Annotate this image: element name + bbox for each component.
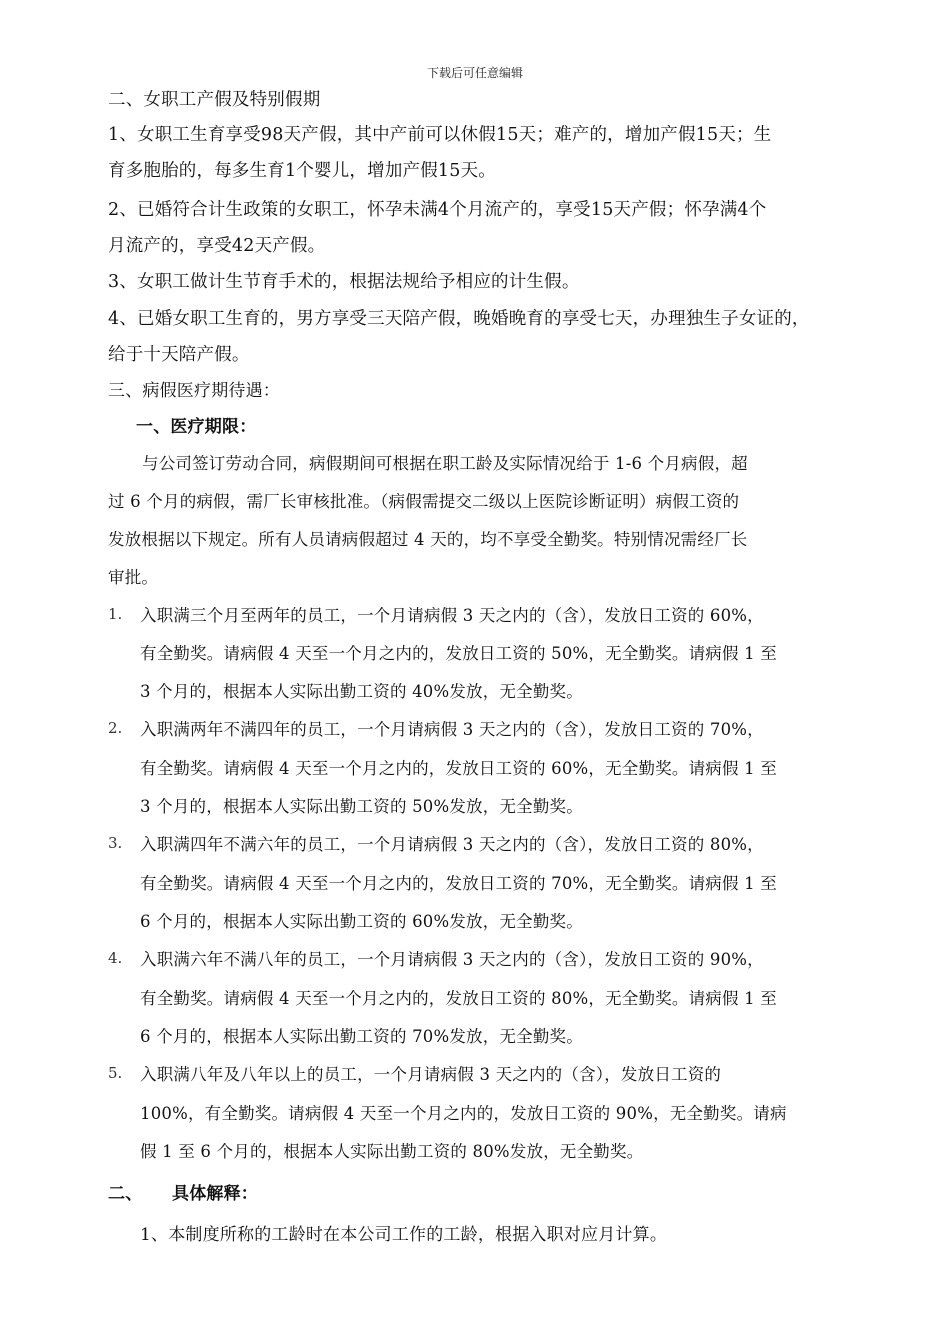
list-number: 2. (108, 719, 123, 737)
medical-period-subtitle: 一、医疗期限： (136, 417, 257, 437)
list-item-line: 有全勤奖。请病假 4 天至一个月之内的，发放日工资的 70%，无全勤奖。请病假 1 至 (140, 874, 777, 893)
list-item-line: 100%，有全勤奖。请病假 4 天至一个月之内的，发放日工资的 90%，无全勤奖。请病 (140, 1104, 787, 1123)
maternity-item-2-line-2: 月流产的，享受42天产假。 (108, 236, 326, 256)
intro-line-4: 审批。 (108, 568, 159, 587)
list-number: 3. (108, 834, 123, 852)
maternity-item-4-line-2: 给于十天陪产假。 (108, 345, 250, 365)
list-number: 4. (108, 949, 123, 967)
list-item-line: 入职满两年不满四年的员工，一个月请病假 3 天之内的（含），发放日工资的 70%， (140, 720, 764, 739)
explanation-title: 具体解释： (172, 1184, 258, 1204)
intro-line-1: 与公司签订劳动合同，病假期间可根据在职工龄及实际情况给于 1-6 个月病假，超 (142, 454, 748, 473)
maternity-item-1-line-2: 育多胞胎的，每多生育1个婴儿，增加产假15天。 (108, 161, 497, 181)
maternity-item-1-line-1: 1、女职工生育享受98天产假，其中产前可以休假15天；难产的，增加产假15天；生 (108, 125, 772, 145)
intro-line-3: 发放根据以下规定。所有人员请病假超过 4 天的，均不享受全勤奖。特别情况需经厂长 (108, 530, 748, 549)
list-number: 5. (108, 1064, 123, 1082)
list-item-line: 有全勤奖。请病假 4 天至一个月之内的，发放日工资的 50%，无全勤奖。请病假 1 至 (140, 644, 777, 663)
list-item-line: 6 个月的，根据本人实际出勤工资的 70%发放，无全勤奖。 (140, 1027, 583, 1046)
list-number: 1. (108, 605, 123, 623)
explanation-number: 二、 (108, 1184, 143, 1204)
sick-leave-title: 三、病假医疗期待遇： (108, 381, 280, 401)
maternity-title: 二、女职工产假及特别假期 (108, 90, 321, 110)
list-item-line: 入职满六年不满八年的员工，一个月请病假 3 天之内的（含），发放日工资的 90%， (140, 950, 764, 969)
list-item-line: 有全勤奖。请病假 4 天至一个月之内的，发放日工资的 60%，无全勤奖。请病假 1 至 (140, 759, 777, 778)
list-item-line: 入职满四年不满六年的员工，一个月请病假 3 天之内的（含），发放日工资的 80%， (140, 835, 764, 854)
list-item-line: 入职满三个月至两年的员工，一个月请病假 3 天之内的（含），发放日工资的 60%， (140, 606, 764, 625)
explanation-item-1: 1、本制度所称的工龄时在本公司工作的工龄，根据入职对应月计算。 (140, 1225, 668, 1245)
list-item-line: 3 个月的，根据本人实际出勤工资的 50%发放，无全勤奖。 (140, 797, 583, 816)
maternity-item-3: 3、女职工做计生节育手术的，根据法规给予相应的计生假。 (108, 272, 580, 292)
list-item-line: 入职满八年及八年以上的员工，一个月请病假 3 天之内的（含），发放日工资的 (140, 1065, 722, 1084)
list-item-line: 假 1 至 6 个月的，根据本人实际出勤工资的 80%发放，无全勤奖。 (140, 1142, 644, 1161)
maternity-item-4-line-1: 4、已婚女职工生育的，男方享受三天陪产假，晚婚晚育的享受七天，办理独生子女证的， (108, 309, 810, 329)
maternity-item-2-line-1: 2、已婚符合计生政策的女职工，怀孕未满4个月流产的，享受15天产假；怀孕满4个 (108, 200, 767, 220)
intro-line-2: 过 6 个月的病假，需厂长审核批准。（病假需提交二级以上医院诊断证明）病假工资的 (108, 492, 740, 511)
list-item-line: 6 个月的，根据本人实际出勤工资的 60%发放，无全勤奖。 (140, 912, 583, 931)
header-note: 下载后可任意编辑 (426, 66, 523, 80)
list-item-line: 有全勤奖。请病假 4 天至一个月之内的，发放日工资的 80%，无全勤奖。请病假 1 至 (140, 989, 777, 1008)
list-item-line: 3 个月的，根据本人实际出勤工资的 40%发放，无全勤奖。 (140, 682, 583, 701)
